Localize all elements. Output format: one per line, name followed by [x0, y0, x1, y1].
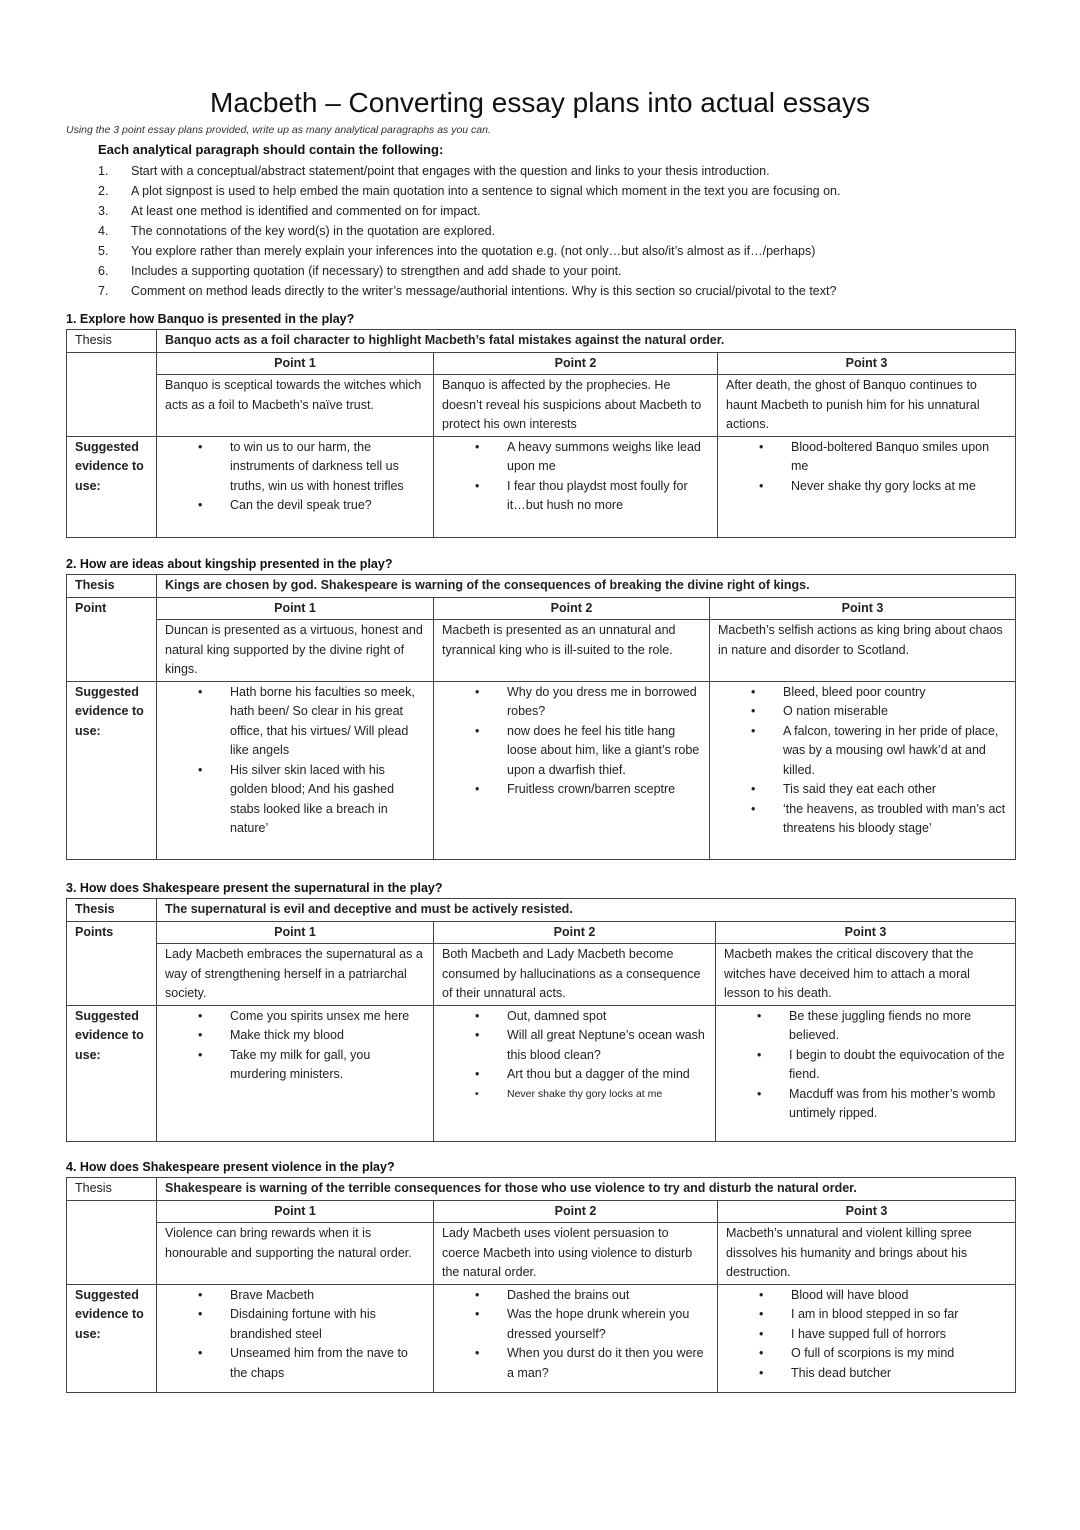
bullet-icon: • — [751, 782, 756, 796]
evidence-quote-text: When you durst do it then you were a man? — [507, 1346, 704, 1380]
criteria-item — [0, 161, 1080, 181]
section-1-table — [66, 329, 1016, 538]
evidence-quote-text: His silver skin laced with his golden blood; And his gashed stabs looked like a breach in nature’ — [230, 762, 395, 835]
criteria-number: 1. — [98, 164, 109, 178]
evidence-cell — [434, 436, 718, 537]
bullet-icon: • — [475, 1008, 480, 1023]
evidence-quote — [726, 1325, 1007, 1345]
evidence-quote-text: Out, damned spot — [507, 1008, 607, 1023]
bullet-icon: • — [475, 1346, 480, 1360]
bullet-icon: • — [475, 439, 480, 454]
evidence-quote — [724, 1046, 1007, 1085]
bullet-icon: • — [757, 1086, 762, 1101]
evidence-label: Suggested evidence to use: — [67, 1005, 157, 1141]
thesis-label: Thesis — [67, 575, 157, 598]
bullet-icon: • — [751, 723, 756, 738]
evidence-quote — [726, 1286, 1007, 1306]
point-text: Banquo is sceptical towards the witches which acts as a foil to Macbeth’s naïve trust. — [157, 375, 434, 437]
bullet-icon: • — [198, 1307, 203, 1321]
evidence-quote-text: Unseamed him from the nave to the chaps — [230, 1346, 408, 1380]
evidence-quote — [165, 1305, 425, 1344]
thesis-label: Thesis — [67, 899, 157, 922]
evidence-quote-text: O full of scorpions is my mind — [791, 1346, 955, 1360]
evidence-quote-text: Be these juggling fiends no more believed. — [789, 1008, 972, 1042]
evidence-quote-text: O nation miserable — [783, 704, 888, 718]
point-text: After death, the ghost of Banquo continues to haunt Macbeth to punish him for his unnatural actions. — [718, 375, 1016, 437]
criteria-item — [0, 281, 1080, 301]
criteria-text: Start with a conceptual/abstract statement/point that engages with the question and links to your thesis introduction. — [131, 164, 770, 178]
evidence-quote — [442, 1026, 707, 1065]
evidence-cell — [434, 681, 710, 859]
criteria-item — [0, 241, 1080, 261]
evidence-quote-text: Never shake thy gory locks at me — [507, 1087, 663, 1100]
evidence-quote — [165, 1007, 425, 1027]
evidence-quote — [718, 702, 1007, 722]
bullet-icon: • — [198, 498, 203, 512]
evidence-quote — [718, 800, 1007, 839]
thesis-label: Thesis — [67, 1178, 157, 1201]
bullet-icon: • — [198, 1008, 203, 1023]
bullet-icon: • — [751, 704, 756, 718]
bullet-icon: • — [759, 1365, 764, 1380]
evidence-cell — [434, 1284, 718, 1392]
point-heading: Point 2 — [434, 921, 716, 944]
bullet-icon: • — [759, 1287, 764, 1302]
evidence-quote-text: Blood-boltered Banquo smiles upon me — [791, 439, 990, 473]
bullet-icon: • — [198, 439, 203, 454]
bullet-icon: • — [475, 1287, 480, 1302]
bullet-icon: • — [759, 439, 764, 454]
criteria-item — [0, 201, 1080, 221]
evidence-quote-text: Dashed the brains out — [507, 1287, 630, 1302]
evidence-label: Suggested evidence to use: — [67, 681, 157, 859]
section-1-question: 1. Explore how Banquo is presented in the play? — [66, 312, 355, 326]
point-heading: Point 1 — [157, 597, 434, 620]
bullet-icon: • — [475, 478, 480, 493]
section-4-table — [66, 1177, 1016, 1393]
evidence-quote — [726, 1364, 1007, 1384]
evidence-cell — [710, 681, 1016, 859]
evidence-cell — [718, 1284, 1016, 1392]
evidence-quote-text: I begin to doubt the equivocation of the fiend. — [789, 1047, 1005, 1081]
evidence-quote — [165, 1026, 425, 1046]
evidence-label: Suggested evidence to use: — [67, 436, 157, 537]
evidence-quote-text: A heavy summons weighs like lead upon me — [507, 439, 701, 473]
bullet-icon: • — [759, 1326, 764, 1341]
thesis-statement: The supernatural is evil and deceptive and must be actively resisted. — [157, 899, 1016, 922]
evidence-quote-text: Disdaining fortune with his brandished steel — [230, 1307, 376, 1341]
bullet-icon: • — [198, 762, 203, 777]
evidence-quote-text: Was the hope drunk wherein you dressed yourself? — [507, 1307, 690, 1341]
bullet-icon: • — [757, 1008, 762, 1023]
evidence-quote — [726, 1305, 1007, 1325]
point-text: Both Macbeth and Lady Macbeth become consumed by hallucinations as a consequence of their unnatural acts. — [434, 944, 716, 1006]
evidence-quote — [718, 683, 1007, 703]
thesis-label: Thesis — [67, 330, 157, 353]
evidence-quote — [442, 722, 701, 781]
page-title: Macbeth – Converting essay plans into actual essays — [210, 87, 870, 118]
evidence-quote-text: Never shake thy gory locks at me — [791, 478, 976, 493]
bullet-icon: • — [759, 1346, 764, 1360]
evidence-quote-text: now does he feel his title hang loose about him, like a giant’s robe upon a dwarfish thief. — [507, 723, 700, 777]
evidence-label: Suggested evidence to use: — [67, 1284, 157, 1392]
evidence-quote-text: I fear thou playdst most foully for it…but hush no more — [507, 478, 688, 512]
evidence-quote — [165, 1286, 425, 1306]
evidence-quote-text: Brave Macbeth — [230, 1287, 315, 1302]
bullet-icon: • — [759, 478, 764, 493]
evidence-quote — [724, 1085, 1007, 1124]
evidence-quote-text: Can the devil speak true? — [230, 498, 372, 512]
point-heading: Point 3 — [710, 597, 1016, 620]
evidence-quote-text: Blood will have blood — [791, 1287, 909, 1302]
criteria-item — [0, 221, 1080, 241]
point-heading: Point 1 — [157, 921, 434, 944]
criteria-number: 6. — [98, 264, 109, 278]
section-3-table — [66, 898, 1016, 1142]
evidence-quote-text: to win us to our harm, the instruments of darkness tell us truths, win us with honest trifles — [230, 439, 404, 493]
point-text: Macbeth’s unnatural and violent killing spree dissolves his humanity and brings about his destruction. — [718, 1223, 1016, 1285]
evidence-quote-text: A falcon, towering in her pride of place, was by a mousing owl hawk’d at and killed. — [783, 723, 999, 777]
bullet-icon: • — [475, 684, 480, 699]
evidence-quote-text: ‘the heavens, as troubled with man’s act threatens his bloody stage’ — [783, 801, 1006, 835]
evidence-quote-text: Fruitless crown/barren sceptre — [507, 782, 676, 796]
bullet-icon: • — [751, 801, 756, 816]
bullet-icon: • — [475, 1087, 479, 1100]
point-heading: Point 1 — [157, 1200, 434, 1223]
evidence-quote-text: Macduff was from his mother’s womb untimely ripped. — [789, 1086, 996, 1120]
point-heading: Point 2 — [434, 352, 718, 375]
bullet-icon: • — [751, 684, 756, 699]
evidence-quote-text: Come you spirits unsex me here — [230, 1008, 410, 1023]
criteria-list — [0, 161, 1080, 301]
evidence-quote — [718, 780, 1007, 800]
evidence-quote — [165, 496, 425, 516]
evidence-quote — [726, 477, 1007, 497]
criteria-item — [0, 261, 1080, 281]
evidence-quote-text: Will all great Neptune’s ocean wash this blood clean? — [507, 1028, 705, 1062]
evidence-quote — [165, 1344, 425, 1383]
bullet-icon: • — [475, 1028, 480, 1042]
point-heading: Point 3 — [718, 352, 1016, 375]
point-text: Macbeth makes the critical discovery that the witches have deceived him to attach a moral lesson to his death. — [716, 944, 1016, 1006]
point-heading: Point 2 — [434, 1200, 718, 1223]
criteria-text: The connotations of the key word(s) in the quotation are explored. — [131, 224, 496, 238]
point-text: Macbeth is presented as an unnatural and tyrannical king who is ill-suited to the role. — [434, 620, 710, 682]
bullet-icon: • — [198, 1287, 203, 1302]
criteria-text: You explore rather than merely explain your inferences into the quotation e.g. (not only…but also/it’s almost as if…/perhaps) — [131, 244, 816, 258]
evidence-quote-text: I have supped full of horrors — [791, 1326, 946, 1341]
evidence-quote — [165, 438, 425, 497]
point-text: Violence can bring rewards when it is honourable and supporting the natural order. — [157, 1223, 434, 1285]
evidence-quote-text: Why do you dress me in borrowed robes? — [507, 684, 697, 718]
section-3-question: 3. How does Shakespeare present the supernatural in the play? — [66, 881, 443, 895]
evidence-quote-text: Art thou but a dagger of the mind — [507, 1067, 690, 1081]
evidence-cell — [157, 1005, 434, 1141]
evidence-cell — [718, 436, 1016, 537]
evidence-quote-text: Make thick my blood — [230, 1028, 344, 1042]
point-row-label: Point — [67, 597, 157, 681]
point-heading: Point 2 — [434, 597, 710, 620]
criteria-number: 7. — [98, 284, 109, 298]
bullet-icon: • — [759, 1307, 764, 1321]
section-4-question: 4. How does Shakespeare present violence in the play? — [66, 1160, 395, 1174]
point-row-label — [67, 1200, 157, 1284]
evidence-quote — [442, 683, 701, 722]
evidence-cell — [157, 1284, 434, 1392]
point-text: Lady Macbeth uses violent persuasion to coerce Macbeth into using violence to disturb the natural order. — [434, 1223, 718, 1285]
evidence-cell — [157, 436, 434, 537]
evidence-quote — [726, 438, 1007, 477]
bullet-icon: • — [475, 723, 480, 738]
criteria-heading: Each analytical paragraph should contain the following: — [98, 142, 444, 157]
section-2-table — [66, 574, 1016, 860]
criteria-number: 5. — [98, 244, 109, 258]
bullet-icon: • — [198, 1047, 203, 1062]
evidence-quote — [724, 1007, 1007, 1046]
thesis-statement: Kings are chosen by god. Shakespeare is warning of the consequences of breaking the divine right of kings. — [157, 575, 1016, 598]
criteria-number: 4. — [98, 224, 109, 238]
criteria-number: 2. — [98, 184, 109, 198]
evidence-quote — [442, 1344, 709, 1383]
evidence-quote — [718, 722, 1007, 781]
thesis-statement: Banquo acts as a foil character to highlight Macbeth’s fatal mistakes against the natural order. — [157, 330, 1016, 353]
evidence-quote — [442, 1286, 709, 1306]
bullet-icon: • — [198, 684, 203, 699]
evidence-cell — [716, 1005, 1016, 1141]
point-text: Macbeth’s selfish actions as king bring about chaos in nature and disorder to Scotland. — [710, 620, 1016, 682]
evidence-quote — [165, 761, 425, 839]
criteria-text: Includes a supporting quotation (if necessary) to strengthen and add shade to your point. — [131, 264, 622, 278]
criteria-number: 3. — [98, 204, 109, 218]
evidence-quote-text: Hath borne his faculties so meek, hath been/ So clear in his great office, that his virtues/ Will plead like angels — [230, 684, 415, 757]
evidence-quote — [165, 1046, 425, 1085]
point-text: Duncan is presented as a virtuous, honest and natural king supported by the divine right of kings. — [157, 620, 434, 682]
section-2-question: 2. How are ideas about kingship presented in the play? — [66, 557, 393, 571]
criteria-text: Comment on method leads directly to the writer’s message/authorial intentions. Why is this section so crucial/pivotal to the text? — [131, 284, 837, 298]
bullet-icon: • — [475, 1307, 480, 1321]
bullet-icon: • — [475, 1067, 480, 1081]
evidence-quote — [442, 477, 709, 516]
evidence-cell — [434, 1005, 716, 1141]
evidence-quote — [726, 1344, 1007, 1364]
evidence-quote — [442, 1065, 707, 1085]
bullet-icon: • — [198, 1028, 203, 1042]
point-heading: Point 3 — [718, 1200, 1016, 1223]
evidence-quote — [442, 1007, 707, 1027]
instructions-subtitle: Using the 3 point essay plans provided, write up as many analytical paragraphs as you can. — [66, 124, 491, 136]
evidence-quote — [442, 1305, 709, 1344]
point-heading: Point 3 — [716, 921, 1016, 944]
thesis-statement: Shakespeare is warning of the terrible consequences for those who use violence to try and disturb the natural order. — [157, 1178, 1016, 1201]
evidence-quote-text: Take my milk for gall, you murdering ministers. — [230, 1047, 371, 1081]
evidence-quote — [165, 683, 425, 761]
criteria-item — [0, 181, 1080, 201]
evidence-quote-text: Tis said they eat each other — [783, 782, 937, 796]
bullet-icon: • — [757, 1047, 762, 1062]
evidence-cell — [157, 681, 434, 859]
evidence-quote — [442, 438, 709, 477]
evidence-quote — [442, 1085, 707, 1105]
point-text: Lady Macbeth embraces the supernatural as a way of strengthening herself in a patriarchal society. — [157, 944, 434, 1006]
evidence-quote — [442, 780, 701, 800]
point-row-label: Points — [67, 921, 157, 1005]
criteria-text: At least one method is identified and commented on for impact. — [131, 204, 481, 218]
evidence-quote-text: I am in blood stepped in so far — [791, 1307, 959, 1321]
criteria-text: A plot signpost is used to help embed the main quotation into a sentence to signal which moment in the text you are focusing on. — [131, 184, 841, 198]
evidence-quote-text: Bleed, bleed poor country — [783, 684, 926, 699]
point-text: Banquo is affected by the prophecies. He doesn’t reveal his suspicions about Macbeth to protect his own interests — [434, 375, 718, 437]
point-row-label — [67, 352, 157, 436]
evidence-quote-text: This dead butcher — [791, 1365, 892, 1380]
bullet-icon: • — [198, 1346, 203, 1360]
bullet-icon: • — [475, 782, 480, 796]
point-heading: Point 1 — [157, 352, 434, 375]
